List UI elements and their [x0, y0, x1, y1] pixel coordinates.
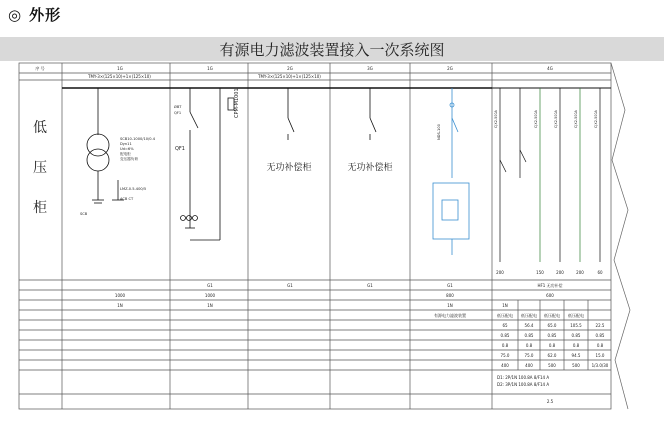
cabinet-char-2: 压 [33, 160, 47, 176]
r9-s1: 400 [501, 363, 509, 368]
note-1: D1: 2P/1N 100.8A 8/F14 A [497, 375, 550, 380]
cpm-label: CPM-M1001 [234, 88, 240, 118]
header-row-labels [35, 65, 552, 79]
svg-text:变压器负荷: 变压器负荷 [120, 157, 138, 161]
feeder-numbers [496, 270, 603, 275]
note-2: D2: 3P/1N 100.8A 8/F14 A [497, 382, 550, 387]
svg-text:ACB CT: ACB CT [120, 197, 134, 201]
r6-s1: 0.85 [500, 333, 510, 338]
svg-text:4G: 4G [547, 66, 553, 71]
bullet-icon: ◎ [8, 5, 22, 24]
r7-s3: 0.8 [548, 343, 556, 348]
r5-s5: 22.5 [595, 323, 605, 328]
r4-s3: 低压配电 [544, 313, 560, 318]
r3-c5: 1N [447, 303, 453, 308]
feeder-num-5: 60 [597, 270, 603, 275]
torn-edge [611, 63, 630, 409]
svg-text:1G: 1G [207, 66, 213, 71]
svg-text:SCB: SCB [80, 212, 88, 216]
svg-text:配电柜: 配电柜 [120, 152, 131, 156]
transformer-symbol [87, 88, 124, 203]
r9-s3: 500 [548, 363, 556, 368]
r4-s1: 低压配电 [497, 313, 513, 318]
r6-s4: 0.85 [571, 333, 581, 338]
breaker-notes [174, 104, 185, 152]
r7-s2: 0.8 [525, 343, 533, 348]
r3-c1: 1N [117, 303, 123, 308]
r8-s2: 75.0 [524, 353, 534, 358]
feeder-num-4: 200 [576, 270, 584, 275]
bottom-value: 2.5 [546, 399, 554, 404]
r2-c6: 600 [546, 293, 554, 298]
svg-text:1G: 1G [117, 66, 123, 71]
r6-s2: 0.85 [524, 333, 534, 338]
r4-s4: 低压配电 [568, 313, 584, 318]
r9-s5: 1/3.0/30 [591, 363, 609, 368]
r2-c1: 1000 [114, 293, 126, 298]
r7-s1: 0.8 [501, 343, 509, 348]
r9-s2: 400 [525, 363, 533, 368]
r2-c5: 800 [446, 293, 454, 298]
r8-s5: 15.0 [595, 353, 605, 358]
r9-s4: 500 [572, 363, 580, 368]
apf-unit [433, 88, 469, 255]
cabinet-char-1: 低 [33, 120, 47, 136]
cabinet-char-3: 柜 [33, 200, 47, 216]
feeder-num-3: 200 [556, 270, 564, 275]
feeder-num-1: 200 [496, 270, 504, 275]
r7-s5: 0.8 [596, 343, 604, 348]
r3-c2: 1N [207, 303, 213, 308]
r5-s4: 105.5 [570, 323, 582, 328]
apf-note: NDS-100 [437, 124, 441, 140]
r6-s5: 0.85 [595, 333, 605, 338]
r4-s2: 低压配电 [521, 313, 537, 318]
svg-text:2G: 2G [287, 66, 293, 71]
r8-s3: 62.0 [547, 353, 557, 358]
r1-c4: G1 [367, 283, 373, 288]
svg-text:QF1: QF1 [175, 146, 185, 152]
section-title: 外形 [29, 6, 62, 24]
diagram-title: 有源电力滤波装置接入一次系统图 [219, 41, 445, 59]
svg-text:QF1: QF1 [174, 111, 182, 115]
svg-text:3G: 3G [367, 66, 373, 71]
r1-c3: G1 [287, 283, 293, 288]
svg-text:Ud=6%: Ud=6% [120, 147, 134, 151]
r6-s3: 0.85 [547, 333, 557, 338]
svg-text:CJX2-500A: CJX2-500A [574, 110, 578, 128]
r4-c5: 有源电力滤波装置 [434, 313, 466, 318]
r5-s2: 56.4 [524, 323, 534, 328]
r3-c6: 1N [502, 303, 508, 308]
r8-s4: 94.5 [571, 353, 581, 358]
feeder-lines [500, 88, 600, 262]
reactive-cabinet-2-label: 无功补偿柜 [347, 163, 393, 173]
svg-text:2G: 2G [447, 66, 453, 71]
r2-c2: 1000 [204, 293, 216, 298]
svg-text:TMY-3×(125×10)+1×(125×10): TMY-3×(125×10)+1×(125×10) [88, 74, 151, 79]
svg-text:CJX2-500A: CJX2-500A [494, 110, 498, 128]
svg-text:CJX2-500A: CJX2-500A [554, 110, 558, 128]
svg-text:序 号: 序 号 [35, 66, 45, 71]
r8-s1: 75.0 [500, 353, 510, 358]
r1-c6: HF1 无功补偿 [537, 283, 563, 288]
reactive-switches [288, 88, 376, 140]
svg-text:CJX2-500A: CJX2-500A [594, 110, 598, 128]
svg-text:Dyn11: Dyn11 [120, 142, 132, 146]
r5-s1: 65 [502, 323, 508, 328]
feeder-num-2: 150 [536, 270, 544, 275]
r1-c5: G1 [447, 283, 453, 288]
transformer-notes [80, 137, 156, 216]
feeder-vertical-labels [494, 109, 598, 128]
r5-s3: 65.0 [547, 323, 557, 328]
reactive-cabinet-1-label: 无功补偿柜 [266, 163, 312, 173]
incoming-breaker [181, 88, 235, 240]
svg-text:LMZ-0.5-400/5: LMZ-0.5-400/5 [120, 187, 147, 191]
svg-text:SCB10-1000/10/0.4: SCB10-1000/10/0.4 [120, 137, 155, 141]
r1-c2: G1 [207, 283, 213, 288]
svg-text:ØBT: ØBT [174, 105, 182, 109]
r7-s4: 0.8 [572, 343, 580, 348]
svg-text:CJX2-500A: CJX2-500A [534, 110, 538, 128]
svg-text:TMY-3×(125×10)+1×(125×10): TMY-3×(125×10)+1×(125×10) [258, 74, 321, 79]
